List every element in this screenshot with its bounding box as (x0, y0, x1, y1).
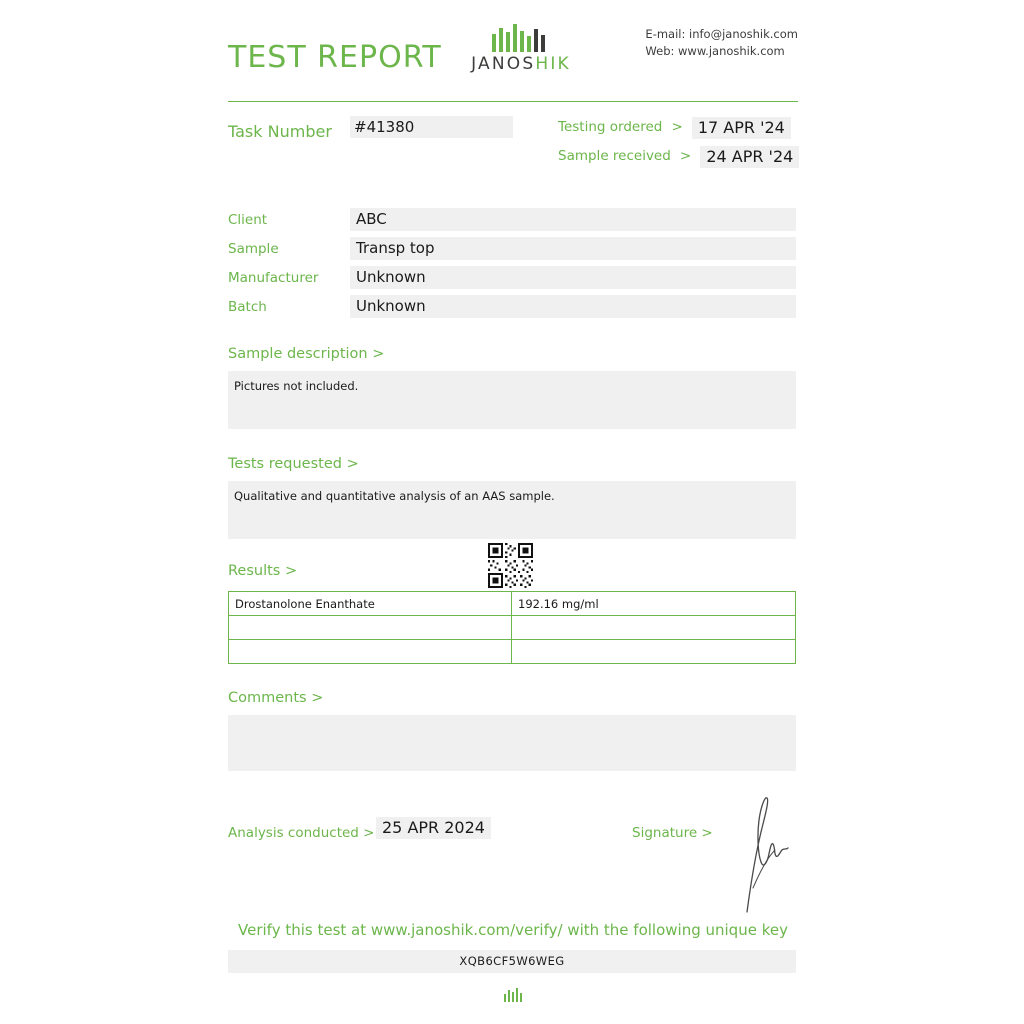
analysis-conducted-value: 25 APR 2024 (376, 817, 491, 839)
sample-received-label: Sample received (558, 148, 671, 164)
result-substance: Drostanolone Enanthate (229, 592, 512, 616)
analysis-conducted-label: Analysis conducted > (228, 825, 375, 841)
results-table (228, 591, 796, 664)
contact-email: E-mail: info@janoshik.com (645, 27, 798, 41)
logo-word-dark: JANOS (471, 54, 536, 74)
sample-received-arrow-icon: > (679, 148, 692, 164)
info-row-sample (228, 237, 798, 261)
manufacturer-label: Manufacturer (228, 270, 319, 286)
info-fields (228, 208, 798, 319)
results-section-head (228, 563, 798, 585)
testing-ordered-label: Testing ordered (558, 119, 663, 135)
signature-icon (733, 792, 803, 917)
sample-description-section (228, 346, 798, 429)
info-row-batch (228, 295, 798, 319)
qr-code-icon (488, 543, 533, 588)
table-row (229, 592, 796, 616)
date-block (558, 116, 799, 174)
table-row (229, 640, 796, 664)
verify-key: XQB6CF5W6WEG (228, 950, 796, 973)
testing-ordered-arrow-icon: > (671, 119, 683, 135)
results-heading: Results > (228, 563, 298, 579)
result-substance (229, 640, 512, 664)
testing-ordered-value: 17 APR '24 (692, 117, 791, 139)
sample-label: Sample (228, 241, 279, 257)
comments-heading: Comments > (228, 690, 324, 706)
batch-value: Unknown (350, 295, 796, 318)
analysis-section (228, 817, 798, 907)
report-sheet (228, 0, 798, 1024)
sample-value: Transp top (350, 237, 796, 260)
comments-section (228, 690, 798, 771)
contact-web: Web: www.janoshik.com (645, 44, 785, 58)
signature-label: Signature > (632, 825, 713, 841)
report-header (228, 0, 798, 100)
tests-requested-text: Qualitative and quantitative analysis of an AAS sample. (228, 481, 796, 539)
tests-requested-section (228, 456, 798, 539)
verify-text: Verify this test at www.janoshik.com/verify/ with the following unique key (238, 921, 788, 939)
footer-mark-icon (228, 987, 798, 1003)
logo-word-green: HIK (535, 54, 571, 74)
batch-label: Batch (228, 299, 267, 315)
comments-text (228, 715, 796, 771)
result-amount (512, 640, 796, 664)
task-section (228, 116, 798, 178)
task-number-label: Task Number (228, 122, 332, 141)
tests-requested-heading: Tests requested > (228, 456, 359, 472)
sample-description-heading: Sample description > (228, 346, 385, 362)
client-label: Client (228, 212, 268, 228)
info-row-manufacturer (228, 266, 798, 290)
info-row-client (228, 208, 798, 232)
header-divider (228, 101, 798, 102)
sample-received-row (558, 145, 799, 168)
logo-wordmark (466, 54, 576, 74)
testing-ordered-row (558, 116, 799, 139)
result-amount (512, 616, 796, 640)
task-number-value: #41380 (350, 116, 513, 138)
client-value: ABC (350, 208, 796, 231)
page-title: TEST REPORT (228, 40, 442, 75)
logo-mark-icon (466, 22, 576, 52)
janoshik-logo (466, 22, 576, 74)
contact-info (645, 26, 798, 60)
sample-description-text: Pictures not included. (228, 371, 796, 429)
table-row (229, 616, 796, 640)
result-amount: 192.16 mg/ml (512, 592, 796, 616)
sample-received-value: 24 APR '24 (700, 146, 799, 168)
result-substance (229, 616, 512, 640)
manufacturer-value: Unknown (350, 266, 796, 289)
